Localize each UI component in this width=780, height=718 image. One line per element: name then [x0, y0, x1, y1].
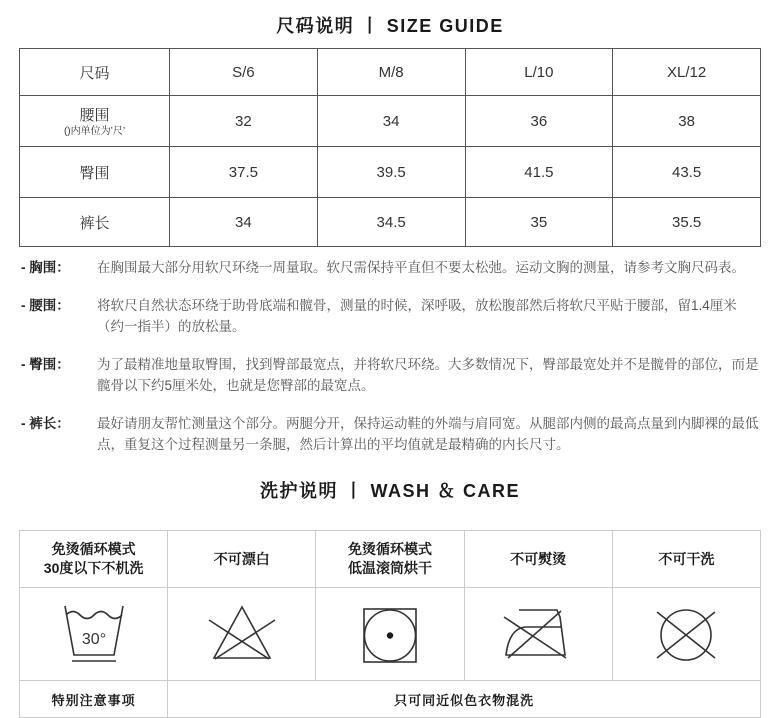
table-row-hip [20, 147, 761, 198]
wash-care-title: 洗护说明 丨 WASH ＆ CARE [259, 481, 520, 501]
row-label: 腰围 [79, 107, 110, 124]
wash-header-line1: 不可漂白 [213, 550, 270, 567]
wash-header-line1: 不可干洗 [658, 550, 715, 567]
wash-header-cell [464, 531, 612, 588]
note-waist [21, 295, 759, 337]
do-not-iron-icon [498, 598, 578, 670]
note-label: - 胸围： [21, 260, 70, 275]
note-text: 为了最精准地量取臀围，找到臀部最宽点，并将软尺环绕。大多数情况下，臀部最宽处并不是髋骨的部位，而是髋骨以下约5厘米处，也就是您臀部的最宽点。 [97, 357, 759, 393]
wash-icon-cell [612, 588, 760, 681]
row-label-cell [20, 198, 170, 247]
size-table [19, 48, 761, 247]
note-label: - 臀围： [21, 357, 70, 372]
note-hip [21, 354, 759, 396]
do-not-bleach-icon [202, 598, 282, 670]
size-value-cell: 34 [170, 198, 318, 247]
size-value-cell: 35 [465, 198, 613, 247]
wash-care-header-row [20, 531, 761, 588]
size-value-cell: 35.5 [613, 198, 761, 247]
note-bust [21, 257, 759, 278]
note-text: 在胸围最大部分用软尺环绕一周量取。软尺需保持平直但不要太松弛。运动文胸的测量，请参考文胸尺码表。 [97, 260, 745, 275]
wash-header-cell [20, 531, 168, 588]
wash-header-line1: 不可熨烫 [510, 550, 567, 567]
row-label-cell [20, 96, 170, 147]
row-sublabel: ()内单位为’尺’ [63, 126, 126, 137]
size-value-cell: 34 [317, 96, 465, 147]
wash-icon-cell [316, 588, 464, 681]
size-table-header-cell: XL/12 [613, 49, 761, 96]
row-label-cell [20, 147, 170, 198]
size-guide-title: 尺码说明 丨 SIZE GUIDE [276, 16, 504, 36]
wash-care-icon-row [20, 588, 761, 681]
size-table-header-cell: S/6 [170, 49, 318, 96]
size-table-header-cell: M/8 [317, 49, 465, 96]
measurement-notes [19, 257, 761, 455]
size-value-cell: 41.5 [465, 147, 613, 198]
wash-icon-cell [20, 588, 168, 681]
special-note-text-cell: 只可同近似色衣物混洗 [168, 681, 761, 718]
note-text: 最好请朋友帮忙测量这个部分。两腿分开，保持运动鞋的外端与肩同宽。从腿部内侧的最高点量到内脚裸的最低点，重复这个过程测量另一条腿，然后计算出的平均值就是最精确的内长尺寸。 [97, 416, 759, 452]
size-table-header-row [20, 49, 761, 96]
wash-header-line1: 免烫循环模式 [51, 541, 136, 557]
wash-header-cell [168, 531, 316, 588]
wash-header-cell [612, 531, 760, 588]
special-note-label-cell: 特别注意事项 [20, 681, 168, 718]
size-value-cell: 38 [613, 96, 761, 147]
note-label: - 腰围： [21, 298, 70, 313]
table-row-inseam [20, 198, 761, 247]
size-value-cell: 32 [170, 96, 318, 147]
size-value-cell: 34.5 [317, 198, 465, 247]
wash-icon-cell [168, 588, 316, 681]
row-label: 裤长 [79, 214, 110, 232]
wash-header-line2: 30度以下不机洗 [43, 560, 144, 576]
note-text: 将软尺自然状态环绕于助骨底端和髋骨，测量的时候，深呼吸，放松腹部然后将软尺平贴于腰部，留1.4厘米（约一指半）的放松量。 [97, 298, 737, 334]
size-value-cell: 43.5 [613, 147, 761, 198]
do-not-dry-clean-icon [646, 598, 726, 670]
wash-care-footer-row [20, 681, 761, 718]
size-table-header-cell: 尺码 [20, 49, 170, 96]
note-label: - 裤长： [21, 416, 70, 431]
table-row-waist [20, 96, 761, 147]
size-value-cell: 36 [465, 96, 613, 147]
note-inseam [21, 413, 759, 455]
wash-header-line1: 免烫循环模式 [347, 541, 432, 557]
wash-icon-cell [464, 588, 612, 681]
tumble-dry-low-icon [350, 598, 430, 670]
size-table-header-cell: L/10 [465, 49, 613, 96]
wash-care-table [19, 530, 761, 718]
svg-text:30°: 30° [81, 631, 106, 648]
size-value-cell: 39.5 [317, 147, 465, 198]
size-value-cell: 37.5 [170, 147, 318, 198]
wash-header-line2: 低温滚筒烘干 [347, 560, 432, 576]
wash-30-degrees-icon [54, 598, 134, 670]
wash-header-cell [316, 531, 464, 588]
row-label: 臀围 [79, 164, 110, 182]
